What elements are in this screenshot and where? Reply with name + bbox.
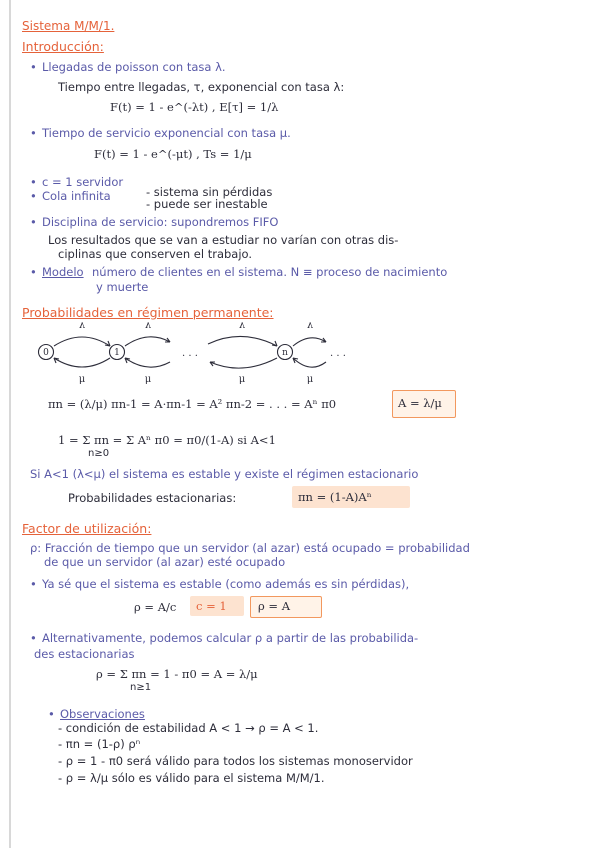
bullet-dot: • bbox=[30, 265, 37, 279]
bullet-dot: • bbox=[30, 60, 37, 74]
arrow-birth bbox=[54, 337, 110, 346]
formula-service: F(t) = 1 - e^(-μt) , Ts = 1/μ bbox=[94, 147, 252, 161]
stability-note: Si A<1 (λ<μ) el sistema es estable y existe el régimen estacionario bbox=[30, 467, 419, 481]
rate-mu: μ bbox=[238, 374, 246, 384]
formula-arrivals: F(t) = 1 - e^(-λt) , E[τ] = 1/λ bbox=[110, 100, 279, 114]
bullet-dot: • bbox=[30, 126, 37, 140]
util-stable: Ya sé que el sistema es estable (como además es sin pérdidas), bbox=[42, 577, 410, 591]
observation-3: - ρ = 1 - π0 será válido para todos los sistemas monoservidor bbox=[58, 754, 413, 768]
formula-normalization: 1 = Σ πn = Σ Aⁿ π0 = π0/(1-A) si A<1 bbox=[58, 433, 276, 447]
intro-model-label: Modelo bbox=[42, 265, 84, 279]
state-label: 0 bbox=[43, 348, 49, 358]
rate-mu: μ bbox=[78, 374, 86, 384]
observations-heading: Observaciones bbox=[60, 707, 145, 721]
intro-arrivals: Llegadas de poisson con tasa λ. bbox=[42, 60, 226, 74]
arrow-birth bbox=[208, 336, 277, 346]
state-label: n bbox=[282, 348, 288, 358]
bullet-dot: • bbox=[30, 577, 37, 591]
intro-queue: Cola infinita bbox=[42, 189, 111, 203]
intro-service: Tiempo de servicio exponencial con tasa μ. bbox=[42, 126, 291, 140]
stationary-label: Probabilidades estacionarias: bbox=[68, 491, 237, 505]
intro-discipline-sub1: Los resultados que se van a estudiar no varían con otras dis- bbox=[48, 233, 399, 247]
stationary-formula: πn = (1-A)Aⁿ bbox=[298, 490, 372, 504]
arrow-death bbox=[210, 358, 277, 368]
chain-dots: . . . bbox=[182, 348, 198, 359]
rate-lambda: λ bbox=[78, 322, 86, 331]
bullet-dot: • bbox=[30, 175, 37, 189]
formula-a-def: A = λ/μ bbox=[398, 396, 442, 410]
formula-c-one: c = 1 bbox=[196, 599, 227, 613]
arrow-death bbox=[293, 358, 326, 367]
intro-heading: Introducción: bbox=[22, 39, 104, 54]
birth-death-diagram bbox=[30, 322, 350, 384]
arrow-death bbox=[54, 358, 110, 367]
util-heading: Factor de utilización: bbox=[22, 521, 152, 536]
observation-4: - ρ = λ/μ sólo es válido para el sistema M/M/1. bbox=[58, 771, 325, 785]
formula-rho-sum: ρ = Σ πn = 1 - π0 = A = λ/μ bbox=[96, 667, 258, 681]
intro-arrivals-sub: Tiempo entre llegadas, τ, exponencial con tasa λ: bbox=[58, 80, 345, 94]
rate-mu: μ bbox=[306, 374, 314, 384]
bullet-dot: • bbox=[48, 707, 55, 721]
intro-model-cont: y muerte bbox=[96, 280, 149, 294]
bullet-dot: • bbox=[30, 215, 37, 229]
sum-index: n≥0 bbox=[88, 448, 110, 459]
bullet-dot: • bbox=[30, 631, 37, 645]
steady-heading: Probabilidades en régimen permanente: bbox=[22, 305, 274, 320]
intro-discipline: Disciplina de servicio: supondremos FIFO bbox=[42, 215, 279, 229]
util-alternative-2: des estacionarias bbox=[34, 647, 135, 661]
rho-definition-2: de que un servidor (al azar) esté ocupado bbox=[44, 555, 286, 569]
util-alternative-1: Alternativamente, podemos calcular ρ a partir de las probabilida- bbox=[42, 631, 419, 645]
rate-lambda: λ bbox=[306, 322, 314, 331]
intro-discipline-sub2: ciplinas que conserven el trabajo. bbox=[58, 247, 253, 261]
rate-lambda: λ bbox=[238, 322, 246, 331]
formula-recursion: πn = (λ/μ) πn-1 = A·πn-1 = A² πn-2 = . . . = Aⁿ π0 bbox=[48, 397, 337, 411]
arrow-death bbox=[125, 358, 170, 367]
formula-rho-ac: ρ = A/c bbox=[134, 600, 177, 614]
intro-queue-note-b: - puede ser inestable bbox=[146, 197, 268, 211]
arrow-birth bbox=[125, 337, 170, 346]
rate-lambda: λ bbox=[144, 322, 152, 331]
state-label: 1 bbox=[114, 348, 120, 358]
formula-rho-a: ρ = A bbox=[258, 599, 291, 613]
intro-model: número de clientes en el sistema. N ≡ proceso de nacimiento bbox=[92, 265, 448, 279]
sum-index: n≥1 bbox=[130, 682, 152, 693]
observation-2: - πn = (1-ρ) ρⁿ bbox=[58, 737, 141, 751]
rate-mu: μ bbox=[144, 374, 152, 384]
page-title: Sistema M/M/1. bbox=[22, 19, 115, 33]
chain-dots: . . . bbox=[330, 348, 346, 359]
rho-definition-1: ρ: Fracción de tiempo que un servidor (al azar) está ocupado = probabilidad bbox=[30, 541, 470, 555]
bullet-dot: • bbox=[30, 189, 37, 203]
intro-queue-note-a: - sistema sin pérdidas bbox=[146, 185, 273, 199]
observation-1: - condición de estabilidad A < 1 → ρ = A < 1. bbox=[58, 721, 319, 735]
margin-line bbox=[9, 0, 11, 848]
intro-servers: c = 1 servidor bbox=[42, 175, 124, 189]
